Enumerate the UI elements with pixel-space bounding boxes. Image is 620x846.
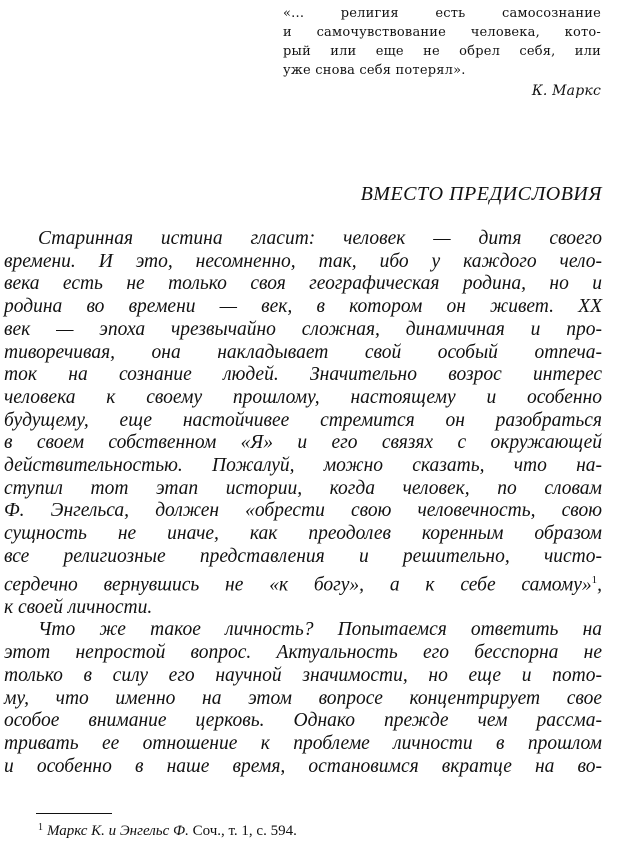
footnote-source: Соч., т. 1, с. 594. (192, 823, 297, 839)
body-line: только в силу его научной значимости, но еще и пото- (4, 664, 602, 686)
body-line: век — эпоха чрезвычайно сложная, динамичная и про- (4, 318, 602, 340)
section-heading: ВМЕСТО ПРЕДИСЛОВИЯ (360, 183, 602, 205)
body-line: Что же такое личность? Попытаемся ответить на (38, 619, 602, 641)
body-line: времени. И это, несомненно, так, ибо у каждого чело- (4, 250, 602, 272)
body-line: Ф. Энгельса, должен «обрести свою человечность, свою (4, 500, 602, 522)
punctuation: , (597, 574, 602, 596)
body-line: Старинная истина гласит: человек — дитя своего (38, 228, 602, 249)
body-line: все религиозные представления и решительно, чисто- (4, 545, 602, 567)
epigraph-author: К. Маркс (531, 83, 601, 99)
body-line: тривать ее отношение к проблеме личности в прошлом (4, 732, 602, 754)
body-text (4, 228, 602, 778)
body-line: в своем собственном «Я» и его связях с окружающей (4, 432, 602, 454)
body-line: родина во времени — век, в котором он живет. XX (4, 296, 602, 318)
body-line: сущность не иначе, как преодолев коренным образом (4, 523, 602, 545)
epigraph-line: уже снова себя потерял». (283, 63, 466, 78)
body-line: ступил тот этап истории, когда человек, по словам (4, 477, 602, 499)
footnote-reference[interactable]: 1 (591, 573, 598, 586)
footnote (38, 822, 297, 840)
body-line: века есть не только своя географическая родина, но и (4, 273, 602, 295)
body-line: будущему, еще настойчивее стремится он разобраться (4, 409, 602, 431)
body-line: человека к своему прошлому, настоящему и особенно (4, 386, 602, 408)
epigraph (283, 4, 601, 101)
body-line: ток на сознание людей. Значительно возрос интерес (4, 364, 602, 386)
body-line: му, что именно на этом вопросе концентрирует свое (4, 687, 602, 709)
body-line: действительностью. Пожалуй, можно сказать, что на- (4, 455, 602, 477)
body-line: особое внимание церковь. Однако прежде чем рассма- (4, 710, 602, 732)
footnote-authors: Маркс К. и Энгельс Ф. (47, 823, 189, 839)
body-line: этот непростой вопрос. Актуальность его бесспорна не (4, 642, 602, 664)
body-line-text: сердечно вернувшись не «к богу», а к себе самому» (4, 574, 592, 596)
epigraph-line: «... религия есть самосознание (283, 6, 601, 21)
footnote-divider (36, 813, 112, 814)
body-line: к своей личности. (4, 596, 153, 618)
body-line-with-footnote (4, 569, 602, 597)
epigraph-line: и самочувствование человека, кото- (283, 25, 601, 40)
epigraph-line: рый или еще не обрел себя, или (283, 44, 601, 59)
body-line: и особенно в наше время, остановимся вкратце на во- (4, 755, 602, 777)
body-line: тиворечивая, она накладывает свой особый отпеча- (4, 341, 602, 363)
footnote-mark: 1 (38, 822, 43, 833)
